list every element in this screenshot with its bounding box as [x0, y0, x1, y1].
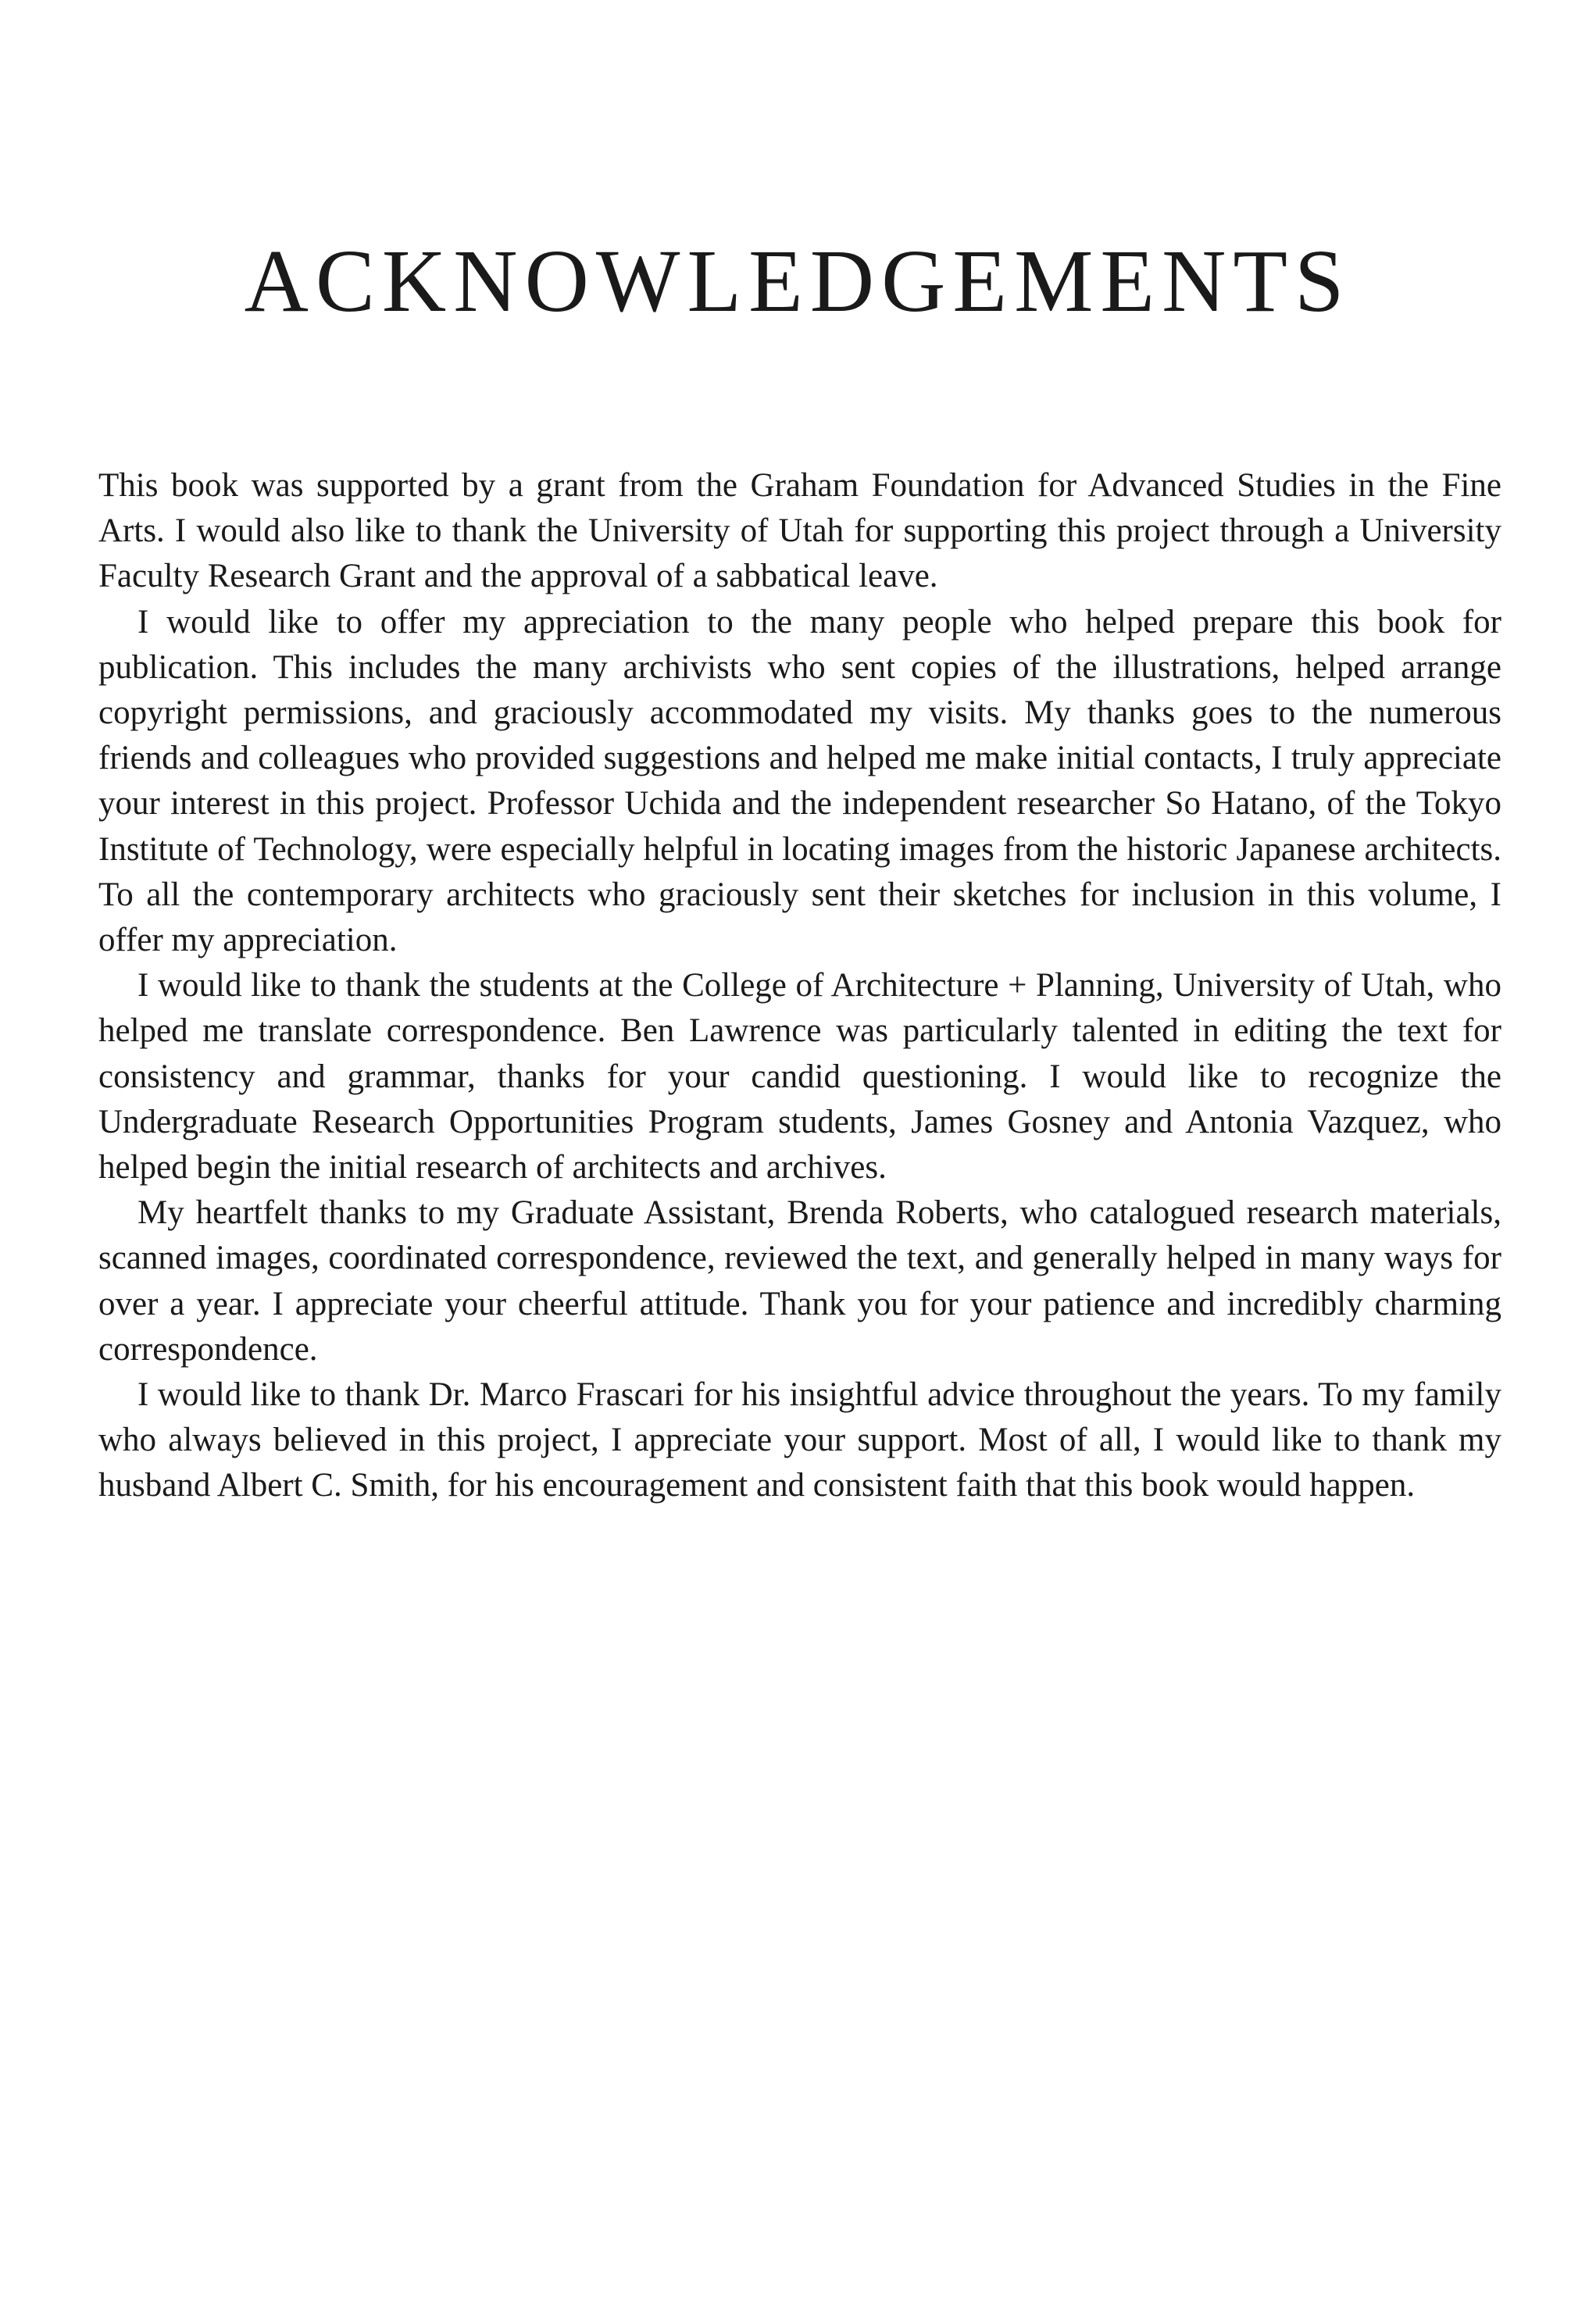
paragraph-funding: This book was supported by a grant from the Graham Foundation for Advanced Studies in the Fine Arts. I would also like to thank the University of Utah for supporting this project through a University Faculty Research Grant and the approval of a sabbatical leave.	[98, 467, 1501, 595]
paragraph-graduate-assistant: My heartfelt thanks to my Graduate Assistant, Brenda Roberts, who catalogued research materials, scanned images, coordinated correspondence, reviewed the text, and generally helped in many ways for over a year. I appreciate your cheerful attitude. Thank you for your patience and incredibly charming correspondence.	[98, 1194, 1501, 1368]
paragraph-appreciation: I would like to offer my appreciation to the many people who helped prepare this book for publication. This includes the many archivists who sent copies of the illustrations, helped arrange copyright permissions, and graciously accommodated my visits. My thanks goes to the numerous friends and colleagues who provided suggestions and helped me make initial contacts, I truly appreciate your interest in this project. Professor Uchida and the independent researcher So Hatano, of the Tokyo Institute of Technology, were especially helpful in locating images from the historic Japanese architects. To all the contemporary architects who graciously sent their sketches for inclusion in this volume, I offer my appreciation.	[98, 603, 1501, 959]
acknowledgements-body	[98, 463, 1501, 1509]
page-title: ACKNOWLEDGEMENTS	[244, 231, 1351, 330]
paragraph-students: I would like to thank the students at the College of Architecture + Planning, University of Utah, who helped me translate correspondence. Ben Lawrence was particularly talented in editing the text for consistency and grammar, thanks for your candid questioning. I would like to recognize the Undergraduate Research Opportunities Program students, James Gosney and Antonia Vazquez, who helped begin the initial research of architects and archives.	[98, 967, 1501, 1187]
paragraph-family: I would like to thank Dr. Marco Frascari for his insightful advice throughout the years. To my family who always believed in this project, I appreciate your support. Most of all, I would like to thank my husband Albert C. Smith, for his encouragement and consistent faith that this book would happen.	[98, 1376, 1501, 1504]
